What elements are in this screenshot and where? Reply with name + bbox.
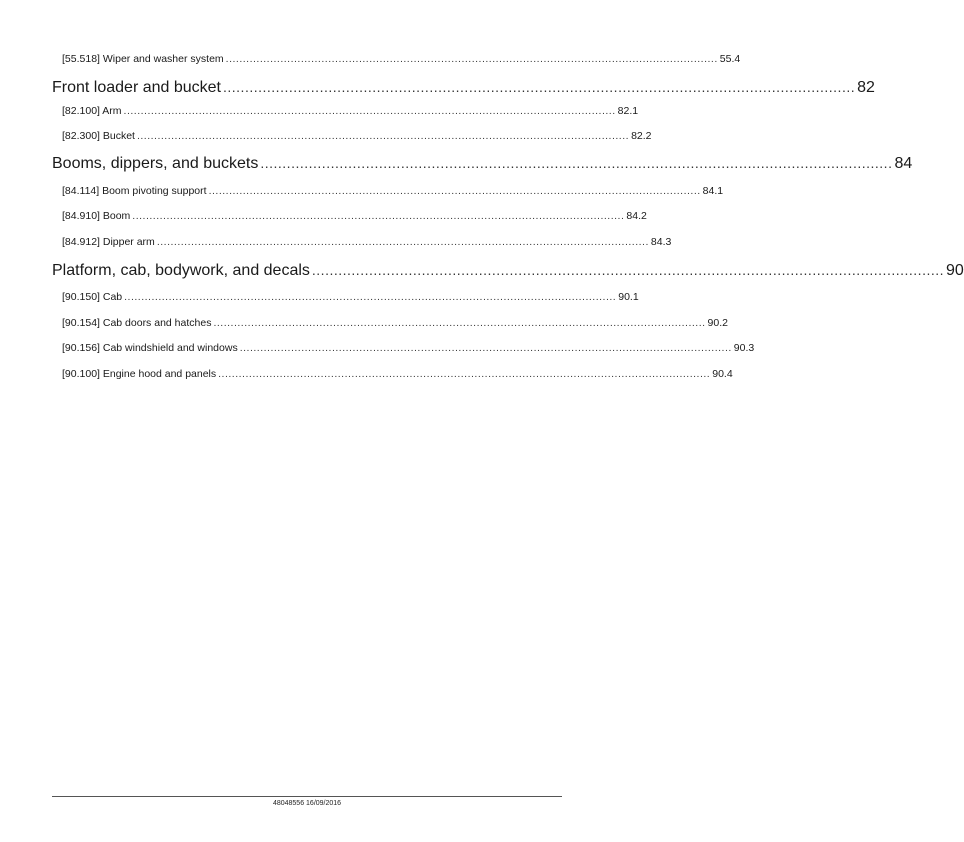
- toc-entry-page: 90.4: [712, 368, 733, 380]
- leader-dots: ................................................................................................................................................: [123, 105, 616, 117]
- toc-entry-page: 90.1: [618, 291, 639, 303]
- leader-dots: ................................................................................................................................................: [239, 342, 732, 354]
- leader-dots: ................................................................................................................................................: [213, 317, 706, 329]
- toc-section-page: 90: [946, 262, 964, 279]
- toc-entry-page: 90.3: [733, 342, 755, 354]
- toc-entry-title: [90.150] Cab: [62, 291, 123, 303]
- toc-entry-title: [55.518] Wiper and washer system: [62, 53, 224, 65]
- toc-entry-page: 90.2: [707, 317, 728, 329]
- leader-dots: ................................................................................................................................................: [208, 185, 701, 197]
- toc-entry-title: [84.910] Boom: [62, 210, 131, 222]
- toc-section-platform-cab[interactable]: [52, 262, 964, 280]
- toc-entry-title: [84.114] Boom pivoting support: [62, 185, 207, 197]
- toc-entry-cab-doors[interactable]: [62, 317, 728, 329]
- leader-dots: ................................................................................................................................................: [223, 79, 856, 95]
- toc-section-booms[interactable]: [52, 155, 913, 173]
- leader-dots: ................................................................................................................................................: [225, 53, 718, 65]
- leader-dots: ................................................................................................................................................: [132, 210, 625, 222]
- toc-entry-title: [82.100] Arm: [62, 105, 122, 117]
- toc-entry-title: [84.912] Dipper arm: [62, 236, 155, 248]
- toc-entry-page: 55.4: [719, 53, 741, 65]
- toc-entry-boom[interactable]: [62, 210, 647, 222]
- leader-dots: ................................................................................................................................................: [156, 236, 649, 248]
- toc-entry-title: [90.154] Cab doors and hatches: [62, 317, 212, 329]
- footer-document-id: 48048556 16/09/2016: [272, 800, 342, 807]
- toc-entry-bucket[interactable]: [62, 130, 652, 142]
- leader-dots: ................................................................................................................................................: [124, 291, 617, 303]
- toc-entry-cab[interactable]: [62, 291, 639, 303]
- toc-entry-page: 84.1: [702, 185, 724, 197]
- toc-section-page: 82: [857, 79, 875, 96]
- footer-divider: [52, 796, 562, 797]
- toc-entry-boom-pivoting-support[interactable]: [62, 185, 724, 197]
- toc-entry-title: [90.100] Engine hood and panels: [62, 368, 217, 380]
- toc-section-page: 84: [894, 155, 913, 172]
- toc-entry-wiper-washer[interactable]: [62, 53, 741, 65]
- leader-dots: ................................................................................................................................................: [218, 368, 711, 380]
- toc-section-title: Booms, dippers, and buckets: [52, 155, 259, 172]
- toc-entry-page: 82.2: [631, 130, 652, 142]
- toc-entry-title: [90.156] Cab windshield and windows: [62, 342, 238, 354]
- toc-section-title: Platform, cab, bodywork, and decals: [52, 262, 310, 279]
- toc-entry-page: 82.1: [617, 105, 639, 117]
- toc-section-title: Front loader and bucket: [52, 79, 221, 96]
- toc-entry-engine-hood[interactable]: [62, 368, 733, 380]
- toc-section-front-loader[interactable]: [52, 79, 875, 97]
- toc-entry-title: [82.300] Bucket: [62, 130, 135, 142]
- leader-dots: ................................................................................................................................................: [136, 130, 630, 142]
- leader-dots: ................................................................................................................................................: [311, 262, 945, 278]
- toc-entry-page: 84.2: [626, 210, 647, 222]
- toc-entry-arm[interactable]: [62, 105, 639, 117]
- toc-entry-dipper-arm[interactable]: [62, 236, 672, 248]
- toc-entry-cab-windshield[interactable]: [62, 342, 755, 354]
- leader-dots: ................................................................................................................................................: [260, 155, 893, 171]
- toc-entry-page: 84.3: [650, 236, 672, 248]
